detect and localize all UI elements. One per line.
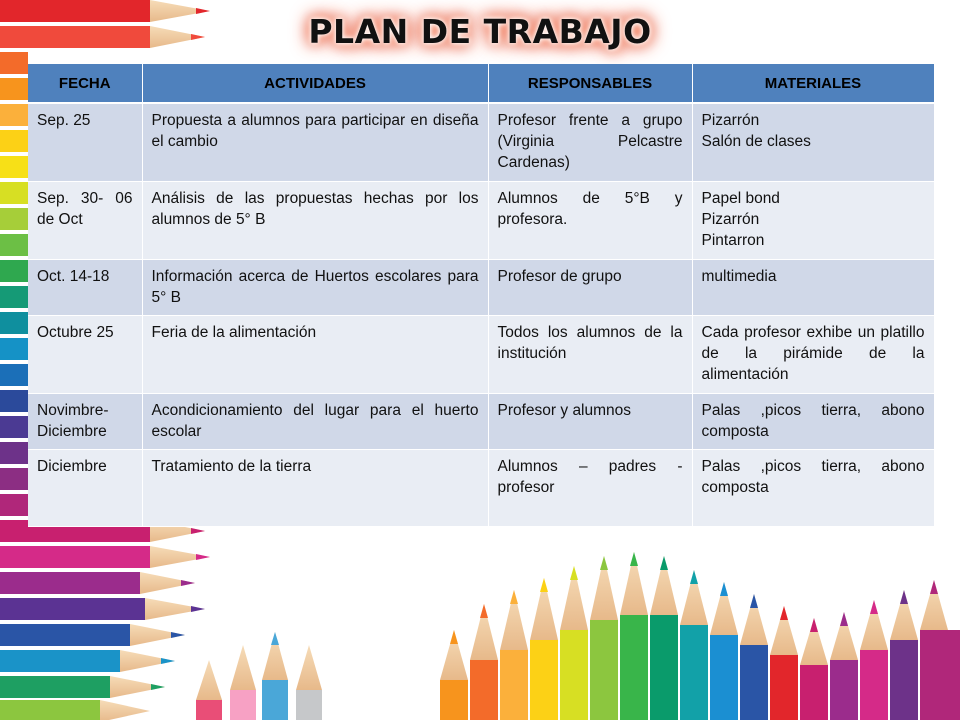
- cell-actividades: Información acerca de Huertos escolares para 5° B: [142, 260, 488, 316]
- table-row: [28, 182, 934, 260]
- material-item: Cada profesor exhibe un platillo de la pirámide de la alimentación: [701, 324, 925, 383]
- cell-fecha: Octubre 25: [28, 316, 142, 394]
- cell-fecha: Novimbre- Diciembre: [28, 394, 142, 450]
- table-row: [28, 316, 934, 394]
- cell-actividades: Acondicionamiento del lugar para el huerto escolar: [142, 394, 488, 450]
- material-item: Pizarrón: [701, 112, 760, 129]
- material-item: Palas ,picos tierra, abono composta: [701, 458, 925, 496]
- table-row: [28, 103, 934, 182]
- material-item: Salón de clases: [701, 133, 811, 150]
- cell-materiales: [692, 182, 934, 260]
- table-row: [28, 260, 934, 316]
- table-row: [28, 394, 934, 450]
- cell-responsables: Alumnos – padres - profesor: [488, 450, 692, 527]
- header-fecha: FECHA: [28, 64, 142, 103]
- table-header-row: [28, 64, 934, 103]
- cell-fecha: Oct. 14-18: [28, 260, 142, 316]
- bottom-pencils: [196, 552, 960, 720]
- cell-materiales: [692, 260, 934, 316]
- material-item: Pizarrón: [701, 211, 760, 228]
- material-item: Palas ,picos tierra, abono composta: [701, 402, 925, 440]
- cell-actividades: Propuesta a alumnos para participar en diseña el cambio: [142, 103, 488, 182]
- page-title: PLAN DE TRABAJO: [308, 12, 652, 51]
- cell-actividades: Tratamiento de la tierra: [142, 450, 488, 527]
- table-row: [28, 450, 934, 527]
- cell-responsables: Alumnos de 5°B y profesora.: [488, 182, 692, 260]
- cell-actividades: Análisis de las propuestas hechas por los alumnos de 5° B: [142, 182, 488, 260]
- cell-actividades: Feria de la alimentación: [142, 316, 488, 394]
- material-item: Pintarron: [701, 232, 765, 249]
- header-materiales: MATERIALES: [692, 64, 934, 103]
- cell-fecha: Sep. 25: [28, 103, 142, 182]
- header-actividades: ACTIVIDADES: [142, 64, 488, 103]
- cell-responsables: Profesor y alumnos: [488, 394, 692, 450]
- cell-materiales: [692, 450, 934, 527]
- cell-responsables: Todos los alumnos de la institución: [488, 316, 692, 394]
- material-item: multimedia: [701, 268, 777, 285]
- material-item: Papel bond: [701, 190, 780, 207]
- cell-responsables: Profesor de grupo: [488, 260, 692, 316]
- cell-materiales: [692, 316, 934, 394]
- cell-responsables: Profesor frente a grupo (Virginia Pelcastre Cardenas): [488, 103, 692, 182]
- cell-materiales: [692, 103, 934, 182]
- work-plan-table: [28, 64, 935, 527]
- header-responsables: RESPONSABLES: [488, 64, 692, 103]
- cell-fecha: Diciembre: [28, 450, 142, 527]
- cell-materiales: [692, 394, 934, 450]
- cell-fecha: Sep. 30- 06 de Oct: [28, 182, 142, 260]
